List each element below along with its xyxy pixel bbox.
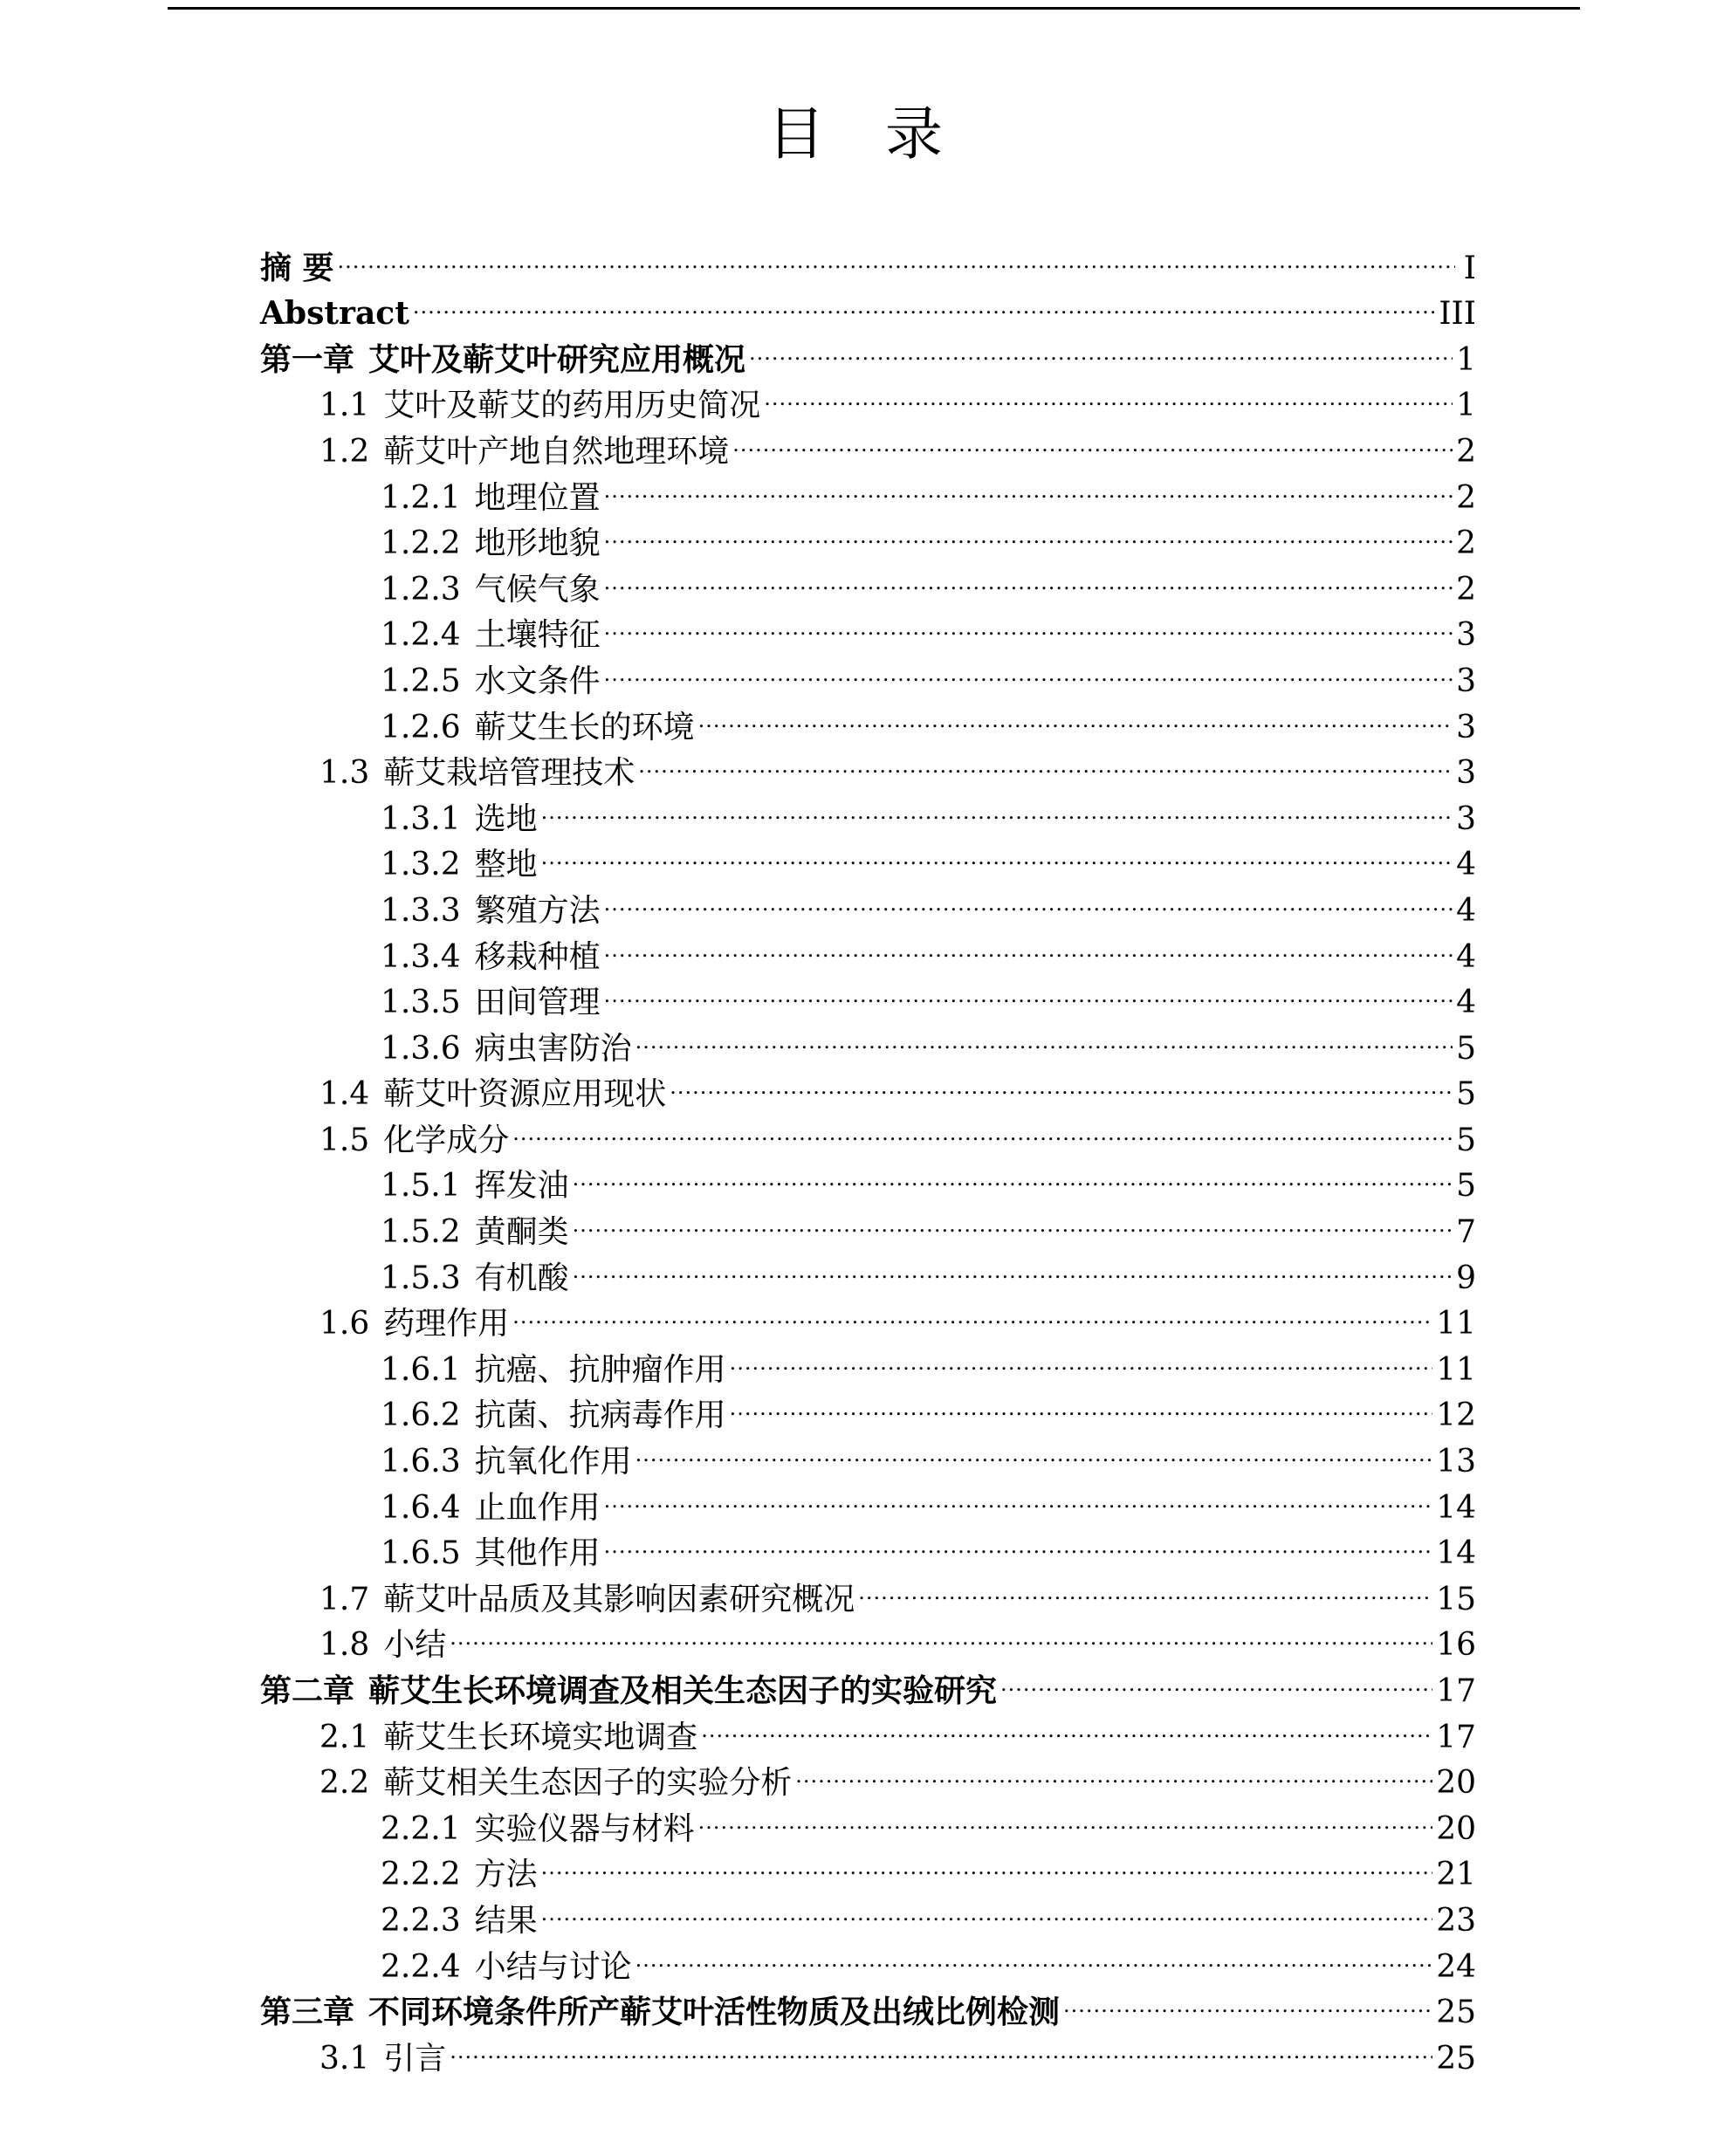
toc-entry-title: 蕲艾栽培管理技术 — [383, 755, 635, 792]
toc-entry-title: 整地 — [474, 847, 538, 883]
toc-entry-number: 1.3 — [319, 755, 370, 792]
toc-entry-title: Abstract — [260, 295, 409, 333]
dot-leader — [604, 600, 1453, 646]
toc-entry-number: 1.2.6 — [381, 709, 461, 745]
toc-entry-title: 其他作用 — [474, 1535, 601, 1572]
dot-leader — [730, 1334, 1433, 1380]
toc-entry-page: 2 — [1456, 525, 1476, 562]
toc-entry-title: 挥发油 — [474, 1168, 569, 1205]
dot-leader — [604, 967, 1453, 1013]
toc-entry-number: 1.3.6 — [381, 1030, 461, 1067]
toc-entry-page: 1 — [1456, 341, 1476, 378]
toc-entry-title: 引言 — [383, 2040, 447, 2077]
dot-leader — [573, 1242, 1453, 1288]
dot-leader — [730, 1380, 1433, 1426]
dot-leader — [573, 1196, 1453, 1242]
toc-entry-title: 蕲艾生长的环境 — [474, 709, 695, 745]
dot-leader — [764, 370, 1453, 416]
toc-entry-number: 2.2.3 — [381, 1902, 461, 1939]
dot-leader — [541, 1885, 1433, 1931]
dot-leader — [512, 1288, 1432, 1335]
toc-entry-title: 蕲艾叶品质及其影响因素研究概况 — [383, 1581, 855, 1617]
dot-leader — [413, 278, 1435, 325]
toc-entry-page: 15 — [1436, 1581, 1476, 1617]
toc-entry-title: 有机酸 — [474, 1260, 569, 1296]
dot-leader — [638, 738, 1453, 784]
toc-entry-number: 第二章 — [260, 1672, 355, 1709]
toc-entry-number: 3.1 — [319, 2040, 370, 2077]
dot-leader — [541, 783, 1453, 829]
toc-entry-page: 3 — [1456, 800, 1476, 837]
toc-entry-title: 化学成分 — [383, 1122, 510, 1158]
dot-leader — [635, 1013, 1453, 1059]
toc-entry-page: 3 — [1456, 663, 1476, 699]
toc-entry-number: 1.2.3 — [381, 571, 461, 608]
toc-entry-page: 2 — [1456, 433, 1476, 470]
toc-entry-title: 不同环境条件所产蕲艾叶活性物质及出绒比例检测 — [368, 1994, 1061, 2031]
dot-leader — [635, 1931, 1433, 1977]
toc-entry-page: 11 — [1436, 1351, 1476, 1388]
toc-entry-page: 12 — [1436, 1397, 1476, 1434]
toc-entry-page: 4 — [1456, 985, 1476, 1021]
toc-entry-title: 小结与讨论 — [474, 1948, 632, 1985]
toc-entry-page: 3 — [1456, 709, 1476, 745]
toc-entry-title: 实验仪器与材料 — [474, 1810, 695, 1847]
toc-entry-number: 2.2.2 — [381, 1857, 461, 1893]
dot-leader — [604, 1518, 1433, 1564]
toc-entry-number: 1.5.2 — [381, 1214, 461, 1251]
dot-leader — [541, 829, 1453, 875]
toc-entry-page: 11 — [1436, 1306, 1476, 1342]
toc-entry-page: 20 — [1436, 1810, 1476, 1847]
toc-entry[interactable] — [260, 232, 1476, 286]
toc-entry-page: 25 — [1436, 1995, 1476, 2031]
toc-entry-number: 2.2.4 — [381, 1948, 461, 1985]
toc-entry-page: 1 — [1456, 388, 1476, 424]
dot-leader — [541, 1839, 1433, 1885]
toc-entry-page: 2 — [1456, 571, 1476, 608]
toc-entry-title: 药理作用 — [383, 1306, 510, 1342]
toc-entry-title: 地形地貌 — [474, 525, 601, 562]
toc-entry-title: 摘 要 — [260, 249, 334, 286]
dot-leader — [749, 324, 1453, 370]
toc-entry-number: 1.3.3 — [381, 892, 461, 929]
dot-leader — [635, 1425, 1433, 1472]
toc-entry-number: 1.3.4 — [381, 938, 461, 975]
toc-entry-number: 2.1 — [319, 1719, 370, 1755]
toc-entry-page: 7 — [1456, 1214, 1476, 1251]
dot-leader — [604, 645, 1453, 691]
toc-entry-number: 1.5.1 — [381, 1168, 461, 1205]
toc-entry-title: 抗癌、抗肿瘤作用 — [474, 1351, 726, 1388]
toc-entry-page: 23 — [1436, 1902, 1476, 1939]
toc-entry-page: 4 — [1456, 892, 1476, 929]
toc-entry-number: 1.5 — [319, 1122, 370, 1158]
dot-leader — [795, 1747, 1432, 1794]
toc-entry-title: 移栽种植 — [474, 938, 601, 975]
toc-entry-number: 2.2 — [319, 1765, 370, 1802]
toc-entry-page: 3 — [1456, 617, 1476, 654]
toc-entry-number: 1.6.5 — [381, 1535, 461, 1572]
toc-entry-page: 5 — [1456, 1168, 1476, 1205]
toc-entry-title: 艾叶及蕲艾叶研究应用概况 — [368, 340, 746, 378]
toc-entry-title: 方法 — [474, 1857, 538, 1893]
toc-entry-title: 止血作用 — [474, 1489, 601, 1526]
toc-entry-title: 蕲艾相关生态因子的实验分析 — [383, 1765, 793, 1802]
toc-entry-title: 艾叶及蕲艾的药用历史简况 — [383, 388, 761, 424]
toc-entry-number: 1.6.4 — [381, 1489, 461, 1526]
toc-entry-title: 选地 — [474, 800, 538, 837]
toc-entry-number: 第一章 — [260, 340, 355, 378]
toc-entry-title: 蕲艾叶资源应用现状 — [383, 1076, 667, 1113]
toc-entry-number: 第三章 — [260, 1994, 355, 2031]
toc-entry-page: 21 — [1436, 1857, 1476, 1893]
toc-entry-page: 5 — [1456, 1030, 1476, 1067]
dot-leader — [670, 1059, 1453, 1105]
toc-entry-title: 土壤特征 — [474, 617, 601, 654]
dot-leader — [698, 1793, 1433, 1839]
dot-leader — [573, 1150, 1453, 1197]
toc-entry-number: 2.2.1 — [381, 1810, 461, 1847]
dot-leader — [698, 691, 1453, 738]
toc-entry-number: 1.7 — [319, 1581, 370, 1617]
dot-leader — [450, 1610, 1432, 1656]
header-rule — [168, 7, 1580, 10]
toc-entry-number: 1.6.3 — [381, 1444, 461, 1480]
toc-entry-page: I — [1463, 250, 1476, 286]
dot-leader — [604, 553, 1453, 600]
toc-entry-page: 16 — [1436, 1627, 1476, 1664]
toc-entry-page: 14 — [1436, 1535, 1476, 1572]
page-title: 目 录 — [767, 100, 964, 168]
toc-entry-title: 蕲艾生长环境调查及相关生态因子的实验研究 — [368, 1672, 998, 1709]
dot-leader — [1000, 1655, 1432, 1701]
toc-entry-number: 1.2.5 — [381, 663, 461, 699]
dot-leader — [450, 2022, 1432, 2069]
dot-leader — [604, 921, 1453, 967]
toc-entry-page: 4 — [1456, 938, 1476, 975]
dot-leader — [604, 462, 1453, 508]
toc-entry-page: 5 — [1456, 1122, 1476, 1158]
toc-entry-page: 9 — [1456, 1260, 1476, 1296]
dot-leader — [604, 875, 1453, 921]
toc-entry-page: 17 — [1436, 1673, 1476, 1709]
toc-entry-page: 24 — [1436, 1948, 1476, 1985]
toc-entry-number: 1.4 — [319, 1076, 370, 1113]
dot-leader — [1063, 1977, 1432, 2023]
toc-entry-number: 1.1 — [319, 388, 370, 424]
toc-entry-title: 黄酮类 — [474, 1214, 569, 1251]
dot-leader — [604, 1472, 1433, 1518]
toc-entry-number: 1.3.2 — [381, 847, 461, 883]
dot-leader — [732, 415, 1453, 462]
toc-entry-page: III — [1439, 296, 1476, 333]
dot-leader — [512, 1104, 1453, 1150]
toc-entry[interactable] — [260, 278, 1476, 333]
toc-entry-number: 1.2.4 — [381, 617, 461, 654]
toc-entry-number: 1.2 — [319, 433, 370, 470]
toc-entry-title: 地理位置 — [474, 479, 601, 516]
toc-entry-number: 1.2.2 — [381, 525, 461, 562]
toc-entry-title: 气候气象 — [474, 571, 601, 608]
toc-entry-title: 抗氧化作用 — [474, 1444, 632, 1480]
toc-entry-title: 蕲艾生长环境实地调查 — [383, 1719, 698, 1755]
dot-leader — [701, 1701, 1432, 1747]
toc-entry-page: 3 — [1456, 755, 1476, 792]
toc-entry-title: 病虫害防治 — [474, 1030, 632, 1067]
dot-leader — [338, 232, 1455, 278]
toc-entry-title: 抗菌、抗病毒作用 — [474, 1397, 726, 1434]
toc-entry-page: 4 — [1456, 847, 1476, 883]
dot-leader — [858, 1563, 1432, 1610]
toc-entry-number: 1.6.1 — [381, 1351, 461, 1388]
toc-entry-title: 蕲艾叶产地自然地理环境 — [383, 433, 730, 470]
toc-entry-page: 17 — [1436, 1719, 1476, 1755]
toc-entry-number: 1.3.1 — [381, 800, 461, 837]
toc-entry-number: 1.8 — [319, 1627, 370, 1664]
toc-entry-number: 1.5.3 — [381, 1260, 461, 1296]
toc-entry-page: 25 — [1436, 2040, 1476, 2077]
toc-entry-title: 田间管理 — [474, 985, 601, 1021]
toc-entry-number: 1.3.5 — [381, 985, 461, 1021]
toc-entry-title: 繁殖方法 — [474, 892, 601, 929]
toc-entry-number: 1.6 — [319, 1306, 370, 1342]
table-of-contents — [260, 232, 1476, 2077]
toc-entry-page: 14 — [1436, 1489, 1476, 1526]
toc-entry-number: 1.2.1 — [381, 479, 461, 516]
toc-entry-page: 2 — [1456, 479, 1476, 516]
toc-entry-number: 1.6.2 — [381, 1397, 461, 1434]
toc-entry-title: 水文条件 — [474, 663, 601, 699]
dot-leader — [604, 508, 1453, 554]
toc-entry-page: 20 — [1436, 1765, 1476, 1802]
toc-entry-title: 小结 — [383, 1627, 447, 1664]
toc-entry[interactable] — [260, 324, 1476, 378]
toc-entry-page: 5 — [1456, 1076, 1476, 1113]
toc-entry-title: 结果 — [474, 1902, 538, 1939]
toc-entry-page: 13 — [1436, 1444, 1476, 1480]
